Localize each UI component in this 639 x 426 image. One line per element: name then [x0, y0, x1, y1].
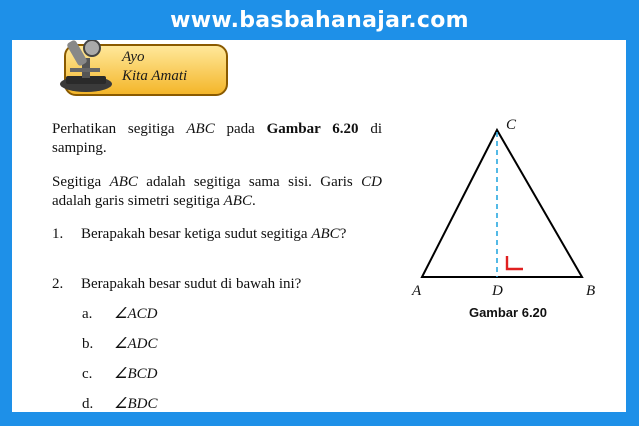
text-run: adalah garis simetri segitiga [52, 193, 224, 209]
question-2 [52, 275, 382, 294]
text-run: . [251, 193, 256, 209]
vertex-label-c: C [506, 117, 517, 133]
question-1 [52, 225, 382, 244]
text-run: adalah segitiga sama sisi. Garis [137, 174, 362, 190]
text-run: di samping. [52, 121, 382, 156]
text-run: ABC [311, 226, 340, 242]
badge-line-2: Kita Amati [122, 68, 188, 84]
option-label: d. [82, 396, 94, 412]
vertex-label-d: D [492, 283, 503, 299]
badge-line-1: Ayo [122, 49, 145, 65]
option-d [82, 395, 282, 412]
figure-reference: Gambar 6.20 [266, 121, 359, 137]
text-run: ABC [186, 121, 215, 137]
question-number: 1. [52, 226, 64, 242]
option-label: a. [82, 306, 93, 322]
activity-badge [54, 40, 234, 96]
intro-paragraph-2 [52, 173, 382, 211]
site-url: www.basbahanajar.com [170, 7, 469, 33]
option-b [82, 335, 282, 354]
question-text [81, 225, 382, 244]
option-angle: ∠ACD [114, 306, 158, 322]
option-a [82, 305, 282, 324]
site-banner [0, 0, 639, 40]
option-angle: ∠BDC [114, 396, 158, 412]
badge-title [122, 48, 187, 86]
vertex-label-b: B [586, 283, 596, 299]
option-label: c. [82, 366, 93, 382]
text-run: ? [339, 226, 347, 242]
text-run: ABC [109, 174, 138, 190]
text-run: Segitiga [52, 174, 110, 190]
text-run: pada [214, 121, 267, 137]
vertex-label-a: A [412, 283, 422, 299]
right-angle-marker [507, 256, 523, 269]
option-angle: ∠BCD [114, 366, 158, 382]
figure-caption: Gambar 6.20 [468, 305, 548, 320]
question-text: Berapakah besar sudut di bawah ini? [81, 276, 302, 292]
intro-paragraph-1 [52, 120, 382, 158]
option-c [82, 365, 282, 384]
microscope-icon [54, 40, 118, 96]
textbook-page [12, 40, 626, 412]
option-angle: ∠ADC [114, 336, 158, 352]
question-number: 2. [52, 276, 64, 292]
text-run: CD [361, 174, 382, 190]
text-run: Perhatikan segitiga [52, 121, 187, 137]
option-label: b. [82, 336, 94, 352]
text-run: ABC [223, 193, 252, 209]
text-run: Berapakah besar ketiga sudut segitiga [81, 226, 312, 242]
triangle-figure [407, 115, 607, 330]
equilateral-triangle [422, 130, 582, 277]
